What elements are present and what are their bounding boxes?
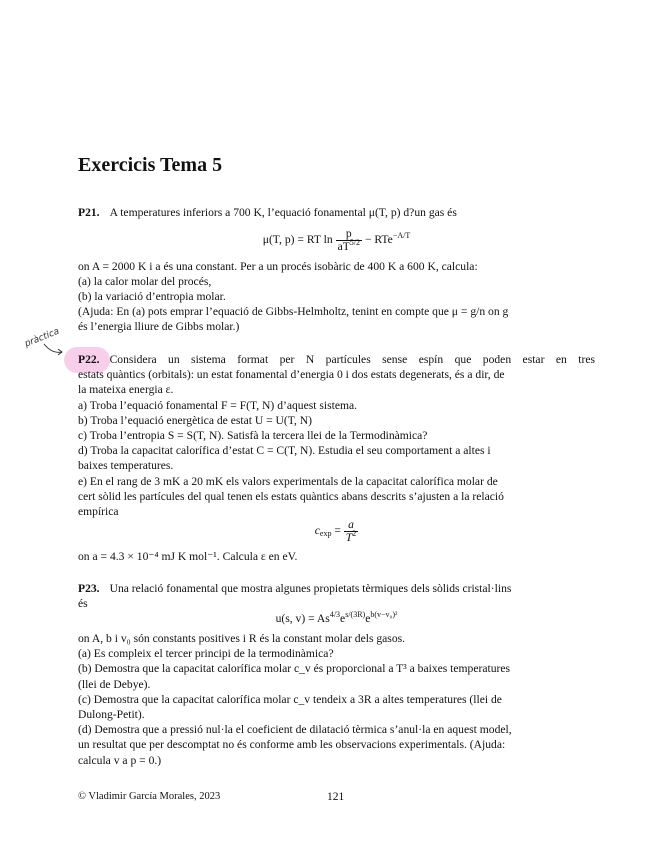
p22-item-b: b) Troba l’equació energètica de estat U = U(T, N): [78, 414, 313, 427]
p23-item-a: (a) Es compleix el tercer principi de la termodinàmica?: [78, 647, 334, 660]
p21-line-1: P21. A temperatures inferiors a 700 K, l’equació fonamental μ(T, p) d?un gas és: [78, 206, 457, 219]
p23-item-c: (c) Demostra que la capacitat calorífica molar c_v tendeix a 3R a altes temperatures (llei de: [78, 693, 502, 706]
p21-line-3: on A = 2000 K i a és una constant. Per a un procés isobàric de 400 K a 600 K, calcula:: [78, 260, 478, 273]
p22-label: P22.: [78, 353, 100, 366]
p23-item-c-cont: Dulong-Petit).: [78, 708, 145, 721]
p22-line-3: la mateixa energia ε.: [78, 383, 174, 396]
arrow-icon: [42, 342, 66, 358]
p22-item-d: d) Troba la capacitat calorífica d’estat C = C(T, N). Estudia el seu comportament a altes i: [78, 444, 491, 457]
page-number: 121: [327, 791, 345, 803]
p22-item-e: e) En el rang de 3 mK a 20 mK els valors experimentals de la capacitat calorífica molar de: [78, 475, 498, 488]
p22-line-1: P22. Considera un sistema format per N partícules sense espín que poden estar en tres: [78, 353, 595, 366]
p22-line-2: estats quàntics (orbitals): un estat fonamental d’energia 0 i dos estats degenerats, és a dir, de: [78, 368, 505, 381]
p23-line-1: P23. Una relació fonamental que mostra algunes propietats tèrmiques dels sòlids cristal·lins: [78, 582, 512, 595]
p21-equation: μ(T, p) = RT ln $\frac{p}{aT^{5/2}}$ − RTe$^{-A/T}$: [262, 227, 411, 253]
p23-line-4: on A, b i v₀ són constants positives i R és la constant molar dels gasos.: [78, 632, 406, 645]
p22-item-c: c) Troba l’entropia S = S(T, N). Satisfà la tercera llei de la Termodinàmica?: [78, 429, 428, 442]
p23-item-b: (b) Demostra que la capacitat calorífica molar c_v és proporcional a T³ a baixes temperatures: [78, 662, 511, 675]
footer-copyright: © Vladimir García Morales, 2023: [78, 791, 221, 802]
p23-label: P23.: [78, 582, 100, 595]
p21-hint-1: (Ajuda: En (a) pots emprar l’equació de Gibbs-Helmholtz, tenint en compte que μ = g/n on g: [78, 305, 509, 318]
p21-label: P21.: [78, 206, 100, 219]
p23-equation: u(s, $v) = As^{4/3}e^{s/(3R)}e^{b(v-v_0)^2}$: [275, 610, 398, 625]
p23-line-2: és: [78, 597, 88, 610]
p22-item-e-3: empírica: [78, 505, 119, 518]
p23-item-d: (d) Demostra que a pressió nul·la el coeficient de dilatació tèrmica s’anul·la en aquest model,: [78, 723, 512, 736]
p22-item-e-2: cert sòlid les partícules del qual tenen els estats quàntics abans descrits s’ajusten a la relació: [78, 490, 504, 503]
p21-fraction: $\frac{p}{aT^{5/2}}$: [337, 227, 361, 253]
p21-item-a: (a) la calor molar del procés,: [78, 275, 212, 288]
page-title: Exercicis Tema 5: [78, 154, 223, 176]
p23-item-b-cont: (llei de Debye).: [78, 678, 151, 691]
handwritten-annotation: pràctica: [23, 326, 61, 350]
p22-fraction: $\frac{a}{T^2}$: [345, 518, 357, 544]
p21-item-b: (b) la variació d’entropia molar.: [78, 290, 226, 303]
p22-item-d-cont: baixes temperatures.: [78, 459, 174, 472]
p22-equation: $c_{exp}$ = $\frac{a}{T^2}$: [314, 518, 357, 544]
p21-hint-2: és l’energia lliure de Gibbs molar.): [78, 320, 240, 333]
p22-line-13: on a = 4.3 × 10⁻⁴ mJ K mol⁻¹. Calcula ε en eV.: [78, 550, 298, 563]
p23-item-d-3: calcula v a p = 0.): [78, 754, 162, 767]
p23-item-d-2: un resultat que per descomptat no és conforme amb les observacions experimentals. (Ajuda:: [78, 738, 506, 751]
p22-item-a: a) Troba l’equació fonamental F = F(T, N) d’aquest sistema.: [78, 399, 358, 412]
